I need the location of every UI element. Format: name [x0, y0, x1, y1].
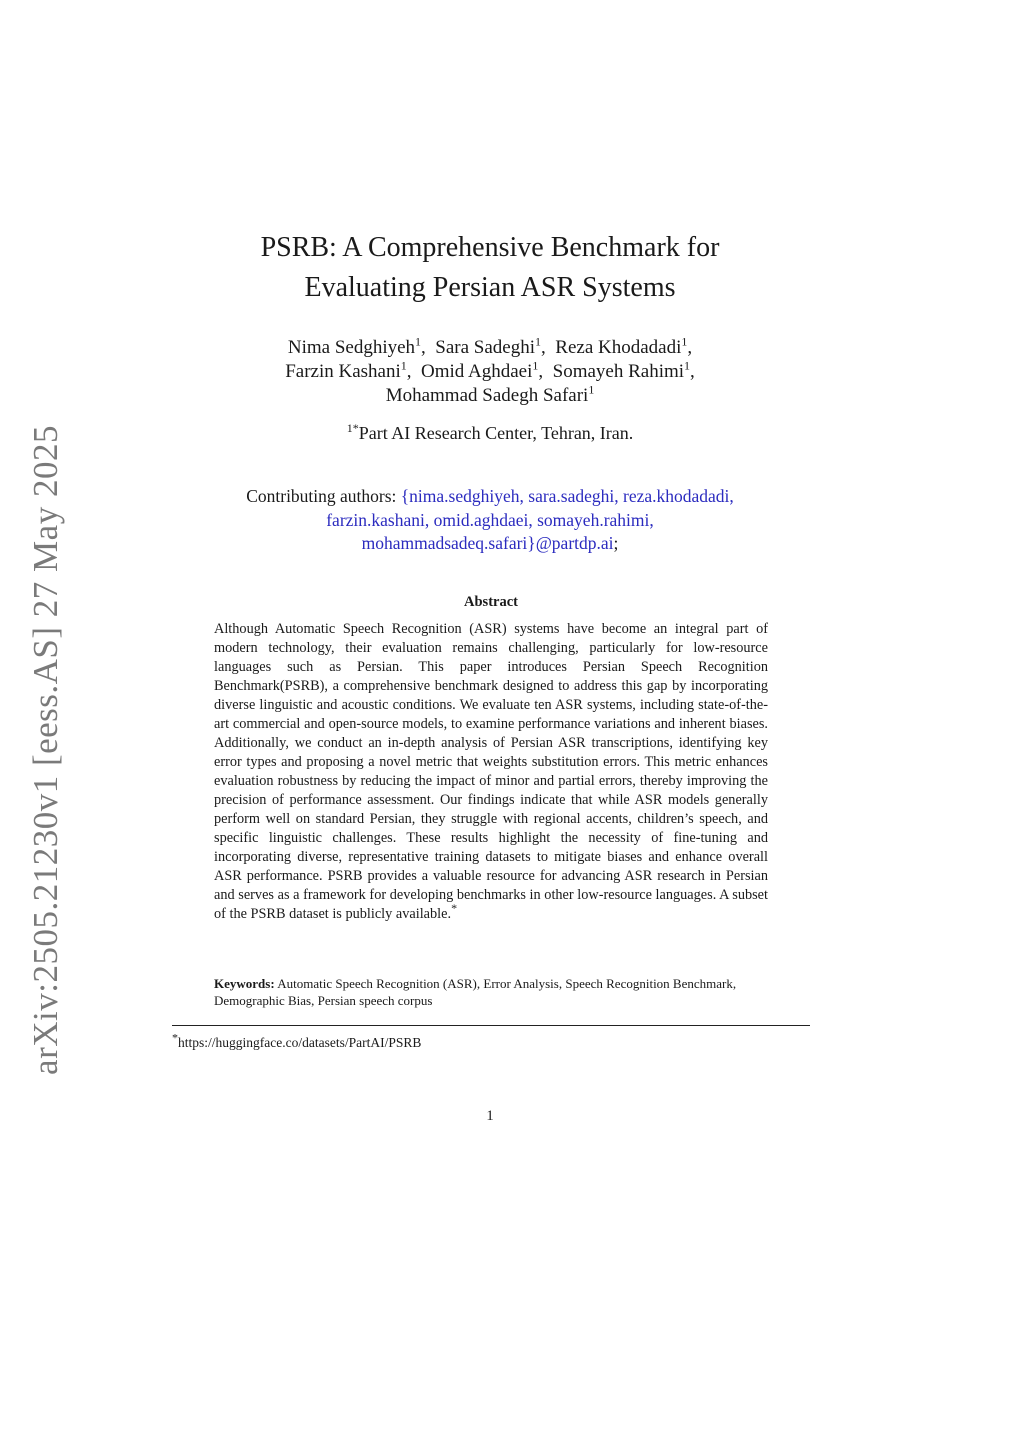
- paper-title: [160, 228, 820, 308]
- affiliation-marker: 1*: [346, 421, 359, 435]
- author-5: Omid Aghdaei$^1$,: [421, 358, 544, 382]
- contributing-suffix: ;: [613, 533, 619, 553]
- page-number: 1: [486, 1108, 494, 1124]
- abstract-text: Although Automatic Speech Recognition (ASR) systems have become an integral part of modern technology, their evaluation remains challenging, particularly for low-resource languages such as Persian. This paper introduces Persian Speech Recognition Benchmark(PSRB), a comprehensive benchmark designed to address this gap by incorporating diverse linguistic and acoustic conditions. We evaluate ten ASR systems, including state-of-the-art commercial and open-source models, to examine performance variations and inherent biases. Additionally, we conduct an in-depth analysis of Persian ASR transcriptions, identifying key error types and proposing a novel metric that weights substitution errors. This metric enhances evaluation robustness by reducing the impact of minor and partial errors, thereby improving the precision of performance assessment. Our findings indicate that while ASR models generally perform well on standard Persian, they struggle with regional accents, children’s speech, and specific linguistic challenges. These results highlight the necessity of fine-tuning and incorporating diverse, representative training datasets to mitigate biases and enhance overall ASR performance. PSRB provides a valuable resource for advancing ASR research in Persian and serves as a framework for developing benchmarks in other low-resource languages. A subset of the PSRB dataset is publicly available.: [214, 621, 768, 922]
- contributing-label: Contributing authors:: [246, 486, 397, 506]
- author-list: [180, 336, 800, 408]
- footnote-marker: *: [172, 1030, 178, 1045]
- abstract-footnote-marker[interactable]: *: [451, 901, 458, 916]
- abstract-body: [214, 620, 768, 924]
- arxiv-identifier-stamp: [16, 425, 76, 1075]
- affiliation-text: Part AI Research Center, Tehran, Iran.: [358, 423, 634, 443]
- abstract-heading: Abstract: [464, 594, 518, 610]
- keywords-label: Keywords:: [214, 976, 275, 991]
- author-1: Nima Sedghiyeh$^1$,: [287, 334, 426, 358]
- author-2: Sara Sadeghi$^1$,: [435, 334, 546, 358]
- keywords-text: Automatic Speech Recognition (ASR), Error Analysis, Speech Recognition Benchmark, Demographic Bias, Persian speech corpus: [214, 976, 737, 1008]
- author-7: Mohammad Sadegh Safari$^1$: [385, 382, 595, 406]
- email-link-line-2[interactable]: farzin.kashani, omid.aghdaei, somayeh.rahimi,: [326, 509, 654, 530]
- email-link-line-1[interactable]: {nima.sedghiyeh, sara.sadeghi, reza.khodadadi,: [400, 486, 734, 506]
- author-4: Farzin Kashani$^1$,: [285, 358, 412, 382]
- footnote-divider: [172, 1025, 810, 1026]
- affiliation: [180, 421, 800, 445]
- title-line-2: Evaluating Persian ASR Systems: [304, 272, 676, 303]
- author-3: Reza Khodadadi$^1$,: [555, 334, 693, 358]
- keywords: [214, 975, 768, 1009]
- footnote: [172, 1030, 810, 1051]
- title-line-1: PSRB: A Comprehensive Benchmark for: [260, 232, 720, 263]
- author-6: Somayeh Rahimi$^1$,: [552, 358, 695, 382]
- contributing-authors: [190, 485, 790, 556]
- footnote-link[interactable]: https://huggingface.co/datasets/PartAI/PSRB: [178, 1035, 422, 1050]
- email-link-line-3[interactable]: mohammadsadeq.safari}@partdp.ai: [361, 533, 614, 553]
- arxiv-identifier-text: arXiv:2505.21230v1 [eess.AS] 27 May 2025: [26, 425, 65, 1075]
